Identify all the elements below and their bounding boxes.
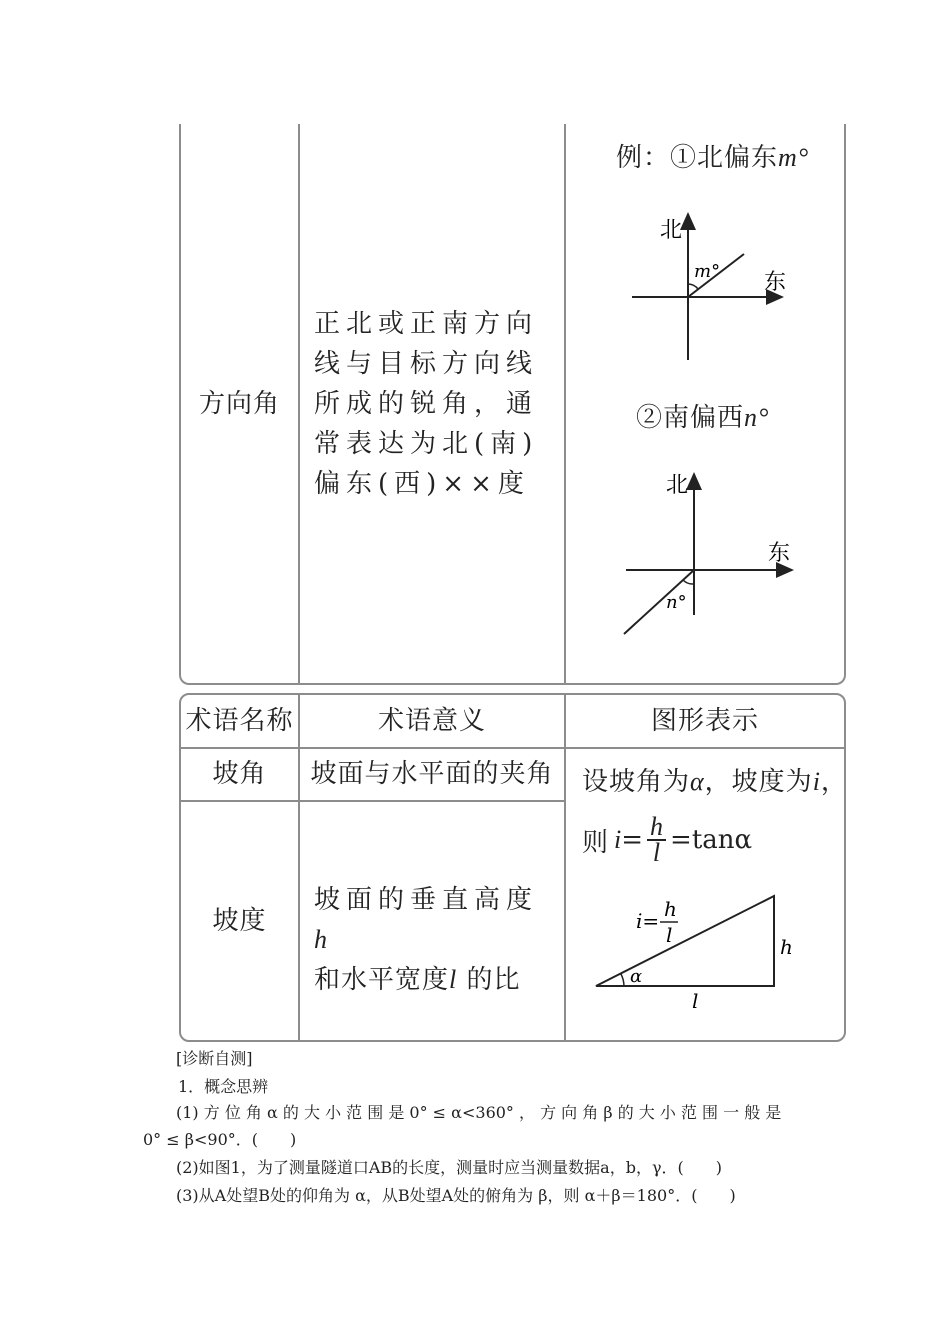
- fraction-h-over-l: [647, 812, 666, 867]
- question-1-1-line1: (1) 方 位 角 α 的 大 小 范 围 是 0° ≤ α<360° ， 方 向 角 β 的 大 小 范 围 一 般 是: [176, 1103, 782, 1122]
- question-1-1-line2: 0° ≤ β<90°．( ): [143, 1130, 297, 1149]
- question-1-3: (3)从A处望B处的仰角为 α，从B处望A处的俯角为 β，则 α＋β＝180°．( ): [176, 1186, 736, 1205]
- tri-fraction-denominator: l: [666, 923, 673, 947]
- meaning-gradient-a: 坡面的垂直高度: [314, 885, 539, 915]
- figure-definition-line2: [582, 812, 752, 868]
- table2-header-rule: [179, 747, 846, 749]
- example2-var: n°: [744, 403, 770, 432]
- header-term-name: 术语名称: [185, 706, 294, 736]
- slope-triangle: [596, 896, 774, 986]
- alpha-arc: [621, 974, 624, 986]
- table2-row-rule: [179, 800, 565, 802]
- meaning-gradient-b: 和水平宽度: [314, 965, 450, 995]
- table1-divider-2: [564, 124, 566, 685]
- example1-var: m°: [778, 143, 810, 172]
- term-direction-angle: 方向角: [198, 389, 280, 419]
- meaning-gradient-h: h: [314, 925, 333, 954]
- definition-text: 则: [582, 827, 609, 858]
- example2-label: ②南偏西: [636, 403, 745, 433]
- height-label: h: [780, 935, 793, 959]
- i-symbol: i: [614, 825, 622, 854]
- table2-divider-2: [564, 693, 566, 1042]
- meaning-gradient: [314, 880, 554, 1000]
- term-slope-angle: 坡角: [212, 759, 267, 789]
- equals-sign: =: [621, 825, 644, 855]
- east-label: 东: [764, 270, 787, 295]
- table2-divider-1: [298, 693, 300, 1042]
- header-term-meaning: 术语意义: [377, 706, 486, 736]
- angle-label: m°: [694, 261, 721, 282]
- section-title: [诊断自测]: [176, 1049, 253, 1068]
- meaning-direction-angle: 正北或正南方向线与目标方向线所成的锐角，通常表达为北(南)偏东(西)××度: [314, 309, 539, 499]
- header-figure: 图形表示: [650, 706, 759, 736]
- definition-text: ，: [820, 767, 848, 797]
- fraction-numerator: h: [647, 815, 666, 841]
- angle-arc: [688, 284, 698, 289]
- fraction-denominator: l: [652, 838, 661, 867]
- definition-text: ，坡度为: [704, 767, 813, 797]
- question-1-heading: 1．概念思辨: [178, 1077, 269, 1096]
- length-label: l: [692, 989, 699, 1013]
- meaning-gradient-c: 的比: [466, 965, 521, 995]
- angle-arc: [683, 580, 694, 584]
- table1-divider-1: [298, 124, 300, 685]
- meaning-slope-angle: 坡面与水平面的夹角: [310, 759, 554, 789]
- example1-label: 例：①北偏东: [616, 143, 779, 173]
- slope-triangle-figure: [586, 886, 796, 1016]
- north-label: 北: [666, 473, 689, 498]
- east-label: 东: [768, 541, 791, 566]
- i-equals-label: i=: [636, 909, 660, 933]
- figure-south-west: [600, 460, 820, 650]
- i-symbol: i: [812, 767, 821, 796]
- question-1-2: (2)如图1，为了测量隧道口AB的长度，测量时应当测量数据a，b，γ．( ): [176, 1158, 722, 1177]
- term-gradient: 坡度: [212, 906, 267, 936]
- angle-label: n°: [666, 592, 687, 613]
- example1-caption: [616, 138, 846, 178]
- figure-definition-line1: [582, 762, 848, 802]
- alpha-symbol: α: [690, 767, 705, 796]
- tan-expression: =tanα: [670, 825, 753, 855]
- tri-fraction-numerator: h: [664, 897, 677, 921]
- definition-text: 设坡角为: [582, 767, 691, 797]
- north-label: 北: [660, 218, 683, 243]
- alpha-label: α: [630, 966, 643, 987]
- example2-caption: [636, 398, 836, 438]
- meaning-gradient-l: l: [449, 965, 458, 994]
- figure-north-east: [600, 200, 820, 370]
